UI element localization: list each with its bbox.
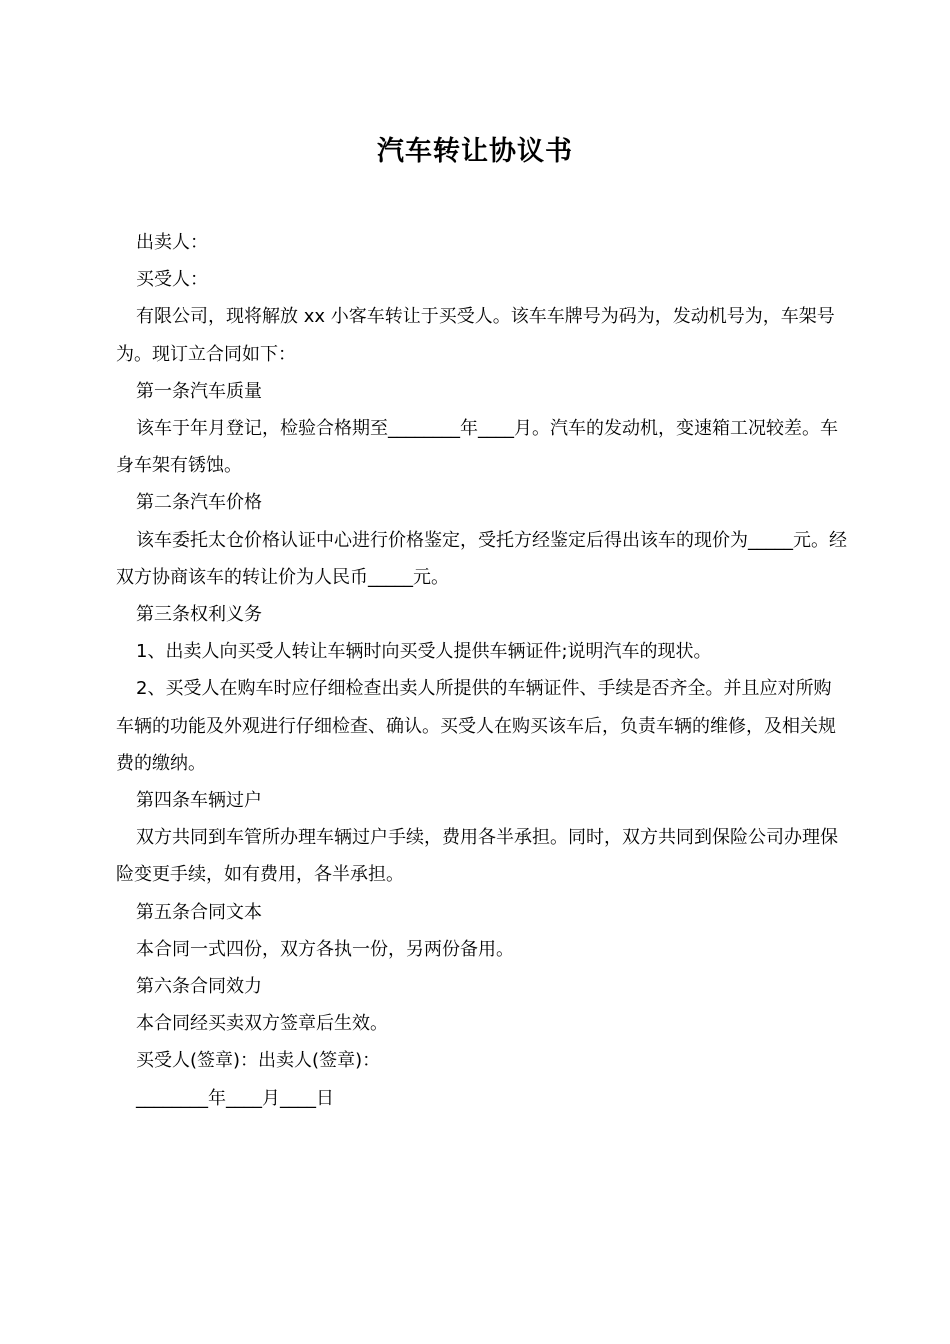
signature-line: 买受人(签章)：出卖人(签章)： — [136, 1050, 381, 1072]
article-6-text: 本合同经买卖双方签章后生效。 — [136, 1013, 388, 1035]
article-3-item-2: 2、买受人在购车时应仔细检查出卖人所提供的车辆证件、手续是否齐全。并且应对所购车辆的功能及外观进行仔细检查、确认。买受人在购买该车后，负责车辆的维修，及相关规费的缴纳。 — [116, 678, 836, 774]
article-2-heading: 第二条汽车价格 — [136, 492, 262, 514]
article-6-heading: 第六条合同效力 — [136, 976, 262, 998]
article-1-text: 该车于年月登记，检验合格期至________年____月。汽车的发动机，变速箱工况较差。车身车架有锈蚀。 — [116, 418, 838, 477]
article-4-text: 双方共同到车管所办理车辆过户手续，费用各半承担。同时，双方共同到保险公司办理保险变更手续，如有费用，各半承担。 — [116, 827, 838, 886]
date-line: ________年____月____日 — [136, 1087, 334, 1109]
article-3-heading: 第三条权利义务 — [136, 604, 262, 626]
intro-paragraph: 有限公司，现将解放 xx 小客车转让于买受人。该车车牌号为码为，发动机号为，车架号为。现订立合同如下： — [116, 306, 835, 365]
article-3-item-1: 1、出卖人向买受人转让车辆时向买受人提供车辆证件;说明汽车的现状。 — [136, 641, 712, 663]
buyer-line: 买受人： — [136, 269, 208, 291]
article-2-text: 该车委托太仓价格认证中心进行价格鉴定，受托方经鉴定后得出该车的现价为_____元。经双方协商该车的转让价为人民币_____元。 — [116, 529, 847, 588]
article-5-heading: 第五条合同文本 — [136, 901, 262, 923]
document-title: 汽车转让协议书 — [377, 136, 573, 167]
document-body — [116, 224, 848, 1117]
article-5-text: 本合同一式四份，双方各执一份，另两份备用。 — [136, 938, 514, 960]
seller-line: 出卖人： — [136, 232, 208, 253]
article-4-heading: 第四条车辆过户 — [136, 790, 262, 812]
article-1-heading: 第一条汽车质量 — [136, 380, 262, 402]
